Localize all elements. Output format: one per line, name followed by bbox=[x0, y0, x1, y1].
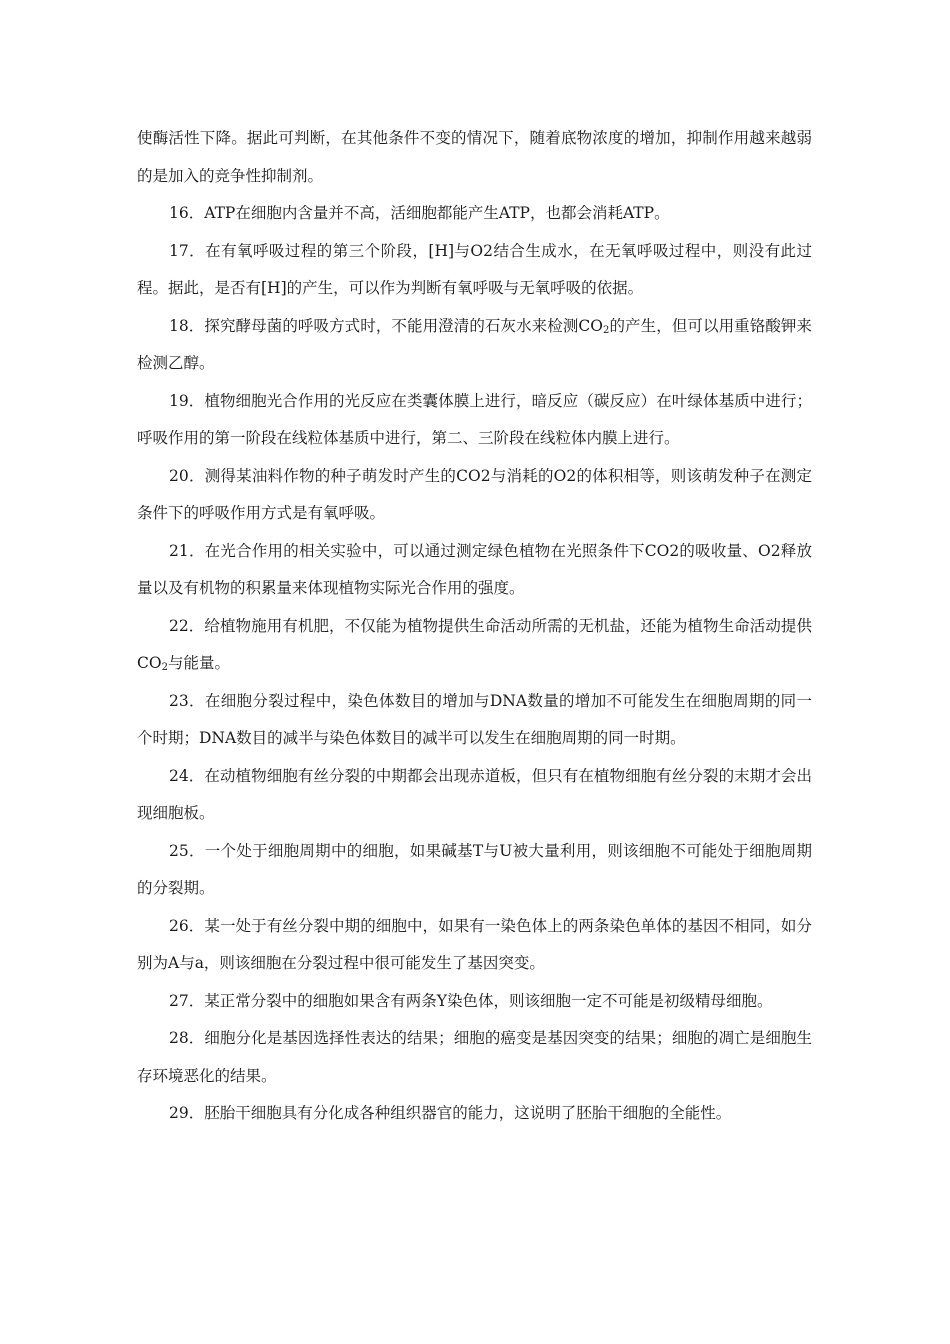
statement-text-before: 探究酵母菌的呼吸方式时，不能用澄清的石灰水来检测CO bbox=[204, 316, 604, 335]
statement-number: 16． bbox=[169, 204, 205, 222]
paragraph-text: 使酶活性下降。据此可判断，在其他条件不变的情况下，随着底物浓度的增加，抑制作用越来越弱的是加入的竞争性抑制剂。 bbox=[137, 129, 812, 185]
statement-text: 一个处于细胞周期中的细胞，如果碱基T与U被大量利用，则该细胞不可能处于细胞周期的分裂期。 bbox=[137, 841, 813, 897]
subscript: 2 bbox=[161, 662, 168, 673]
statement-20 bbox=[137, 458, 812, 533]
statement-number: 26． bbox=[169, 916, 205, 935]
subscript: 2 bbox=[603, 324, 610, 336]
statement-text: 细胞分化是基因选择性表达的结果；细胞的癌变是基因突变的结果；细胞的凋亡是细胞生存环境恶化的结果。 bbox=[137, 1029, 812, 1085]
statement-number: 18． bbox=[169, 316, 205, 335]
statement-text: 在光合作用的相关实验中，可以通过测定绿色植物在光照条件下CO2的吸收量、O2释放量以及有机物的积累量来体现植物实际光合作用的强度。 bbox=[137, 541, 813, 597]
statement-16 bbox=[137, 195, 812, 233]
statement-text: 植物细胞光合作用的光反应在类囊体膜上进行，暗反应（碳反应）在叶绿体基质中进行；呼吸作用的第一阶段在线粒体基质中进行，第二、三阶段在线粒体内膜上进行。 bbox=[137, 391, 812, 447]
statement-text: 某正常分裂中的细胞如果含有两条Y染色体，则该细胞一定不可能是初级精母细胞。 bbox=[204, 991, 773, 1010]
statement-number: 21． bbox=[169, 541, 205, 560]
statement-number: 22． bbox=[169, 616, 205, 635]
statement-24 bbox=[137, 758, 812, 833]
continuation-paragraph bbox=[137, 120, 812, 195]
statement-26 bbox=[137, 908, 812, 983]
statement-text-before: 给植物施用有机肥，不仅能为植物提供生命活动所需的无机盐，还能为植物生命活动提供CO bbox=[137, 616, 812, 672]
statement-number: 23． bbox=[169, 691, 205, 710]
statement-29 bbox=[137, 1095, 812, 1133]
statement-text: ATP在细胞内含量并不高，活细胞都能产生ATP，也都会消耗ATP。 bbox=[204, 204, 670, 222]
statement-text: 测得某油料作物的种子萌发时产生的CO2与消耗的O2的体积相等，则该萌发种子在测定条件下的呼吸作用方式是有氧呼吸。 bbox=[137, 466, 813, 522]
document-body bbox=[137, 120, 812, 1133]
statement-number: 28． bbox=[169, 1029, 205, 1047]
statement-27 bbox=[137, 983, 812, 1021]
statement-number: 27． bbox=[169, 991, 205, 1010]
statement-19 bbox=[137, 383, 812, 458]
statement-text: 在有氧呼吸过程的第三个阶段，[H]与O2结合生成水，在无氧呼吸过程中，则没有此过程。据此，是否有[H]的产生，可以作为判断有氧呼吸与无氧呼吸的依据。 bbox=[137, 241, 812, 297]
statement-text-after: 的产生，但可以用重铬酸钾来检测乙醇。 bbox=[137, 316, 812, 372]
statement-28 bbox=[137, 1020, 812, 1095]
statement-18 bbox=[137, 308, 812, 383]
statement-number: 20． bbox=[169, 466, 205, 485]
statement-number: 25． bbox=[169, 841, 205, 860]
statement-text: 某一处于有丝分裂中期的细胞中，如果有一染色体上的两条染色单体的基因不相同，如分别为A与a，则该细胞在分裂过程中很可能发生了基因突变。 bbox=[137, 916, 812, 972]
statement-22 bbox=[137, 608, 812, 683]
statement-21 bbox=[137, 533, 812, 608]
statement-number: 29． bbox=[169, 1104, 205, 1122]
statement-number: 19． bbox=[169, 391, 205, 410]
statement-number: 17． bbox=[169, 241, 206, 260]
statement-text-after: 与能量。 bbox=[167, 654, 230, 672]
statement-text: 在动植物细胞有丝分裂的中期都会出现赤道板，但只有在植物细胞有丝分裂的末期才会出现细胞板。 bbox=[137, 766, 812, 822]
statement-23 bbox=[137, 683, 812, 758]
statement-25 bbox=[137, 833, 812, 908]
statement-text: 胚胎干细胞具有分化成各种组织器官的能力，这说明了胚胎干细胞的全能性。 bbox=[204, 1104, 732, 1122]
statement-17 bbox=[137, 233, 812, 308]
statement-text: 在细胞分裂过程中，染色体数目的增加与DNA数量的增加不可能发生在细胞周期的同一个时期；DNA数目的减半与染色体数目的减半可以发生在细胞周期的同一时期。 bbox=[137, 691, 812, 747]
statement-number: 24． bbox=[169, 766, 205, 785]
